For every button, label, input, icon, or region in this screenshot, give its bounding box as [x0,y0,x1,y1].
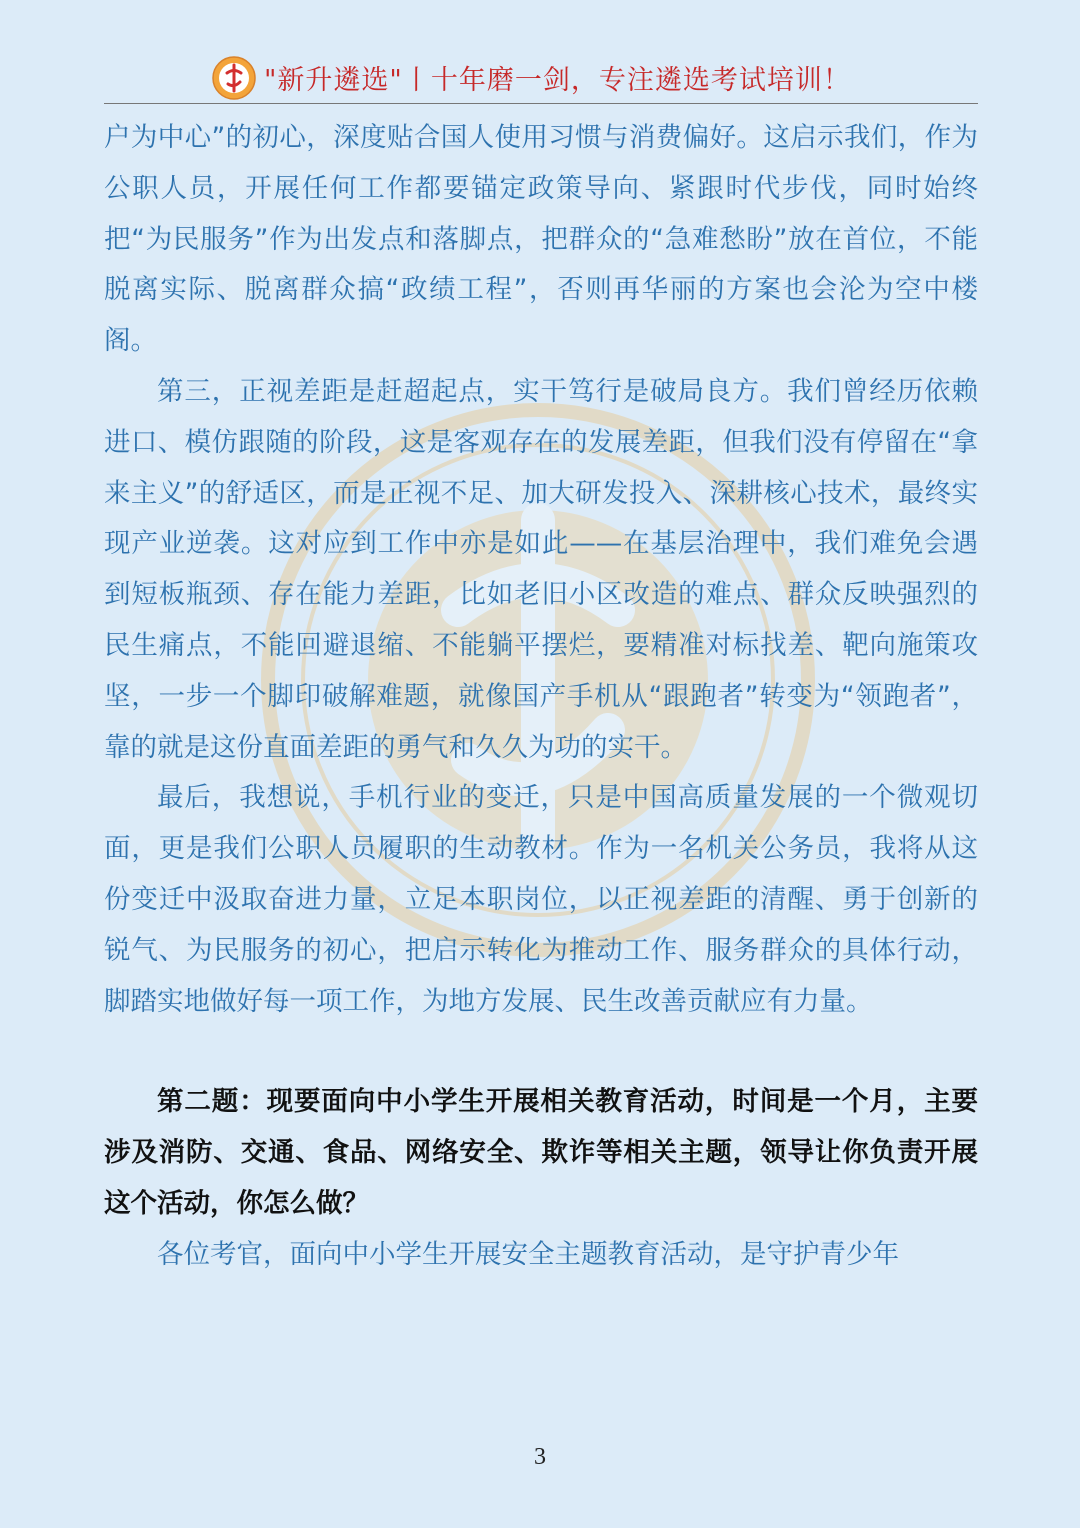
paragraph-continued: 户为中心”的初心，深度贴合国人使用习惯与消费偏好。这启示我们，作为公职人员，开展任何工作都要锚定政策导向、紧跟时代步伐，同时始终把“为民服务”作为出发点和落脚点，把群众的“急难愁盼”放在首位，不能脱离实际、脱离群众搞“政绩工程”，否则再华丽的方案也会沦为空中楼阁。 [104,122,978,357]
question-heading: 第二题：现要面向中小学生开展相关教育活动，时间是一个月，主要涉及消防、交通、食品、网络安全、欺诈等相关主题，领导让你负责开展这个活动，你怎么做？ [104,1086,978,1219]
page-header [104,52,978,104]
header-divider [104,103,978,104]
page-number: 3 [534,1444,546,1470]
xinsheng-logo-icon [212,56,256,100]
header-slogan: "新升遴选"丨十年磨一剑，专注遴选考试培训！ [264,65,851,96]
paragraph-conclusion: 最后，我想说，手机行业的变迁，只是中国高质量发展的一个微观切面，更是我们公职人员履职的生动教材。作为一名机关公务员，我将从这份变迁中汲取奋进力量，立足本职岗位，以正视差距的清醒、勇于创新的锐气、为民服务的初心，把启示转化为推动工作、服务群众的具体行动，脚踏实地做好每一项工作，为地方发展、民生改善贡献应有力量。 [104,782,978,1017]
paragraph-third-point: 第三，正视差距是赶超起点，实干笃行是破局良方。我们曾经历依赖进口、模仿跟随的阶段，这是客观存在的发展差距，但我们没有停留在“拿来主义”的舒适区，而是正视不足、加大研发投入、深耕核心技术，最终实现产业逆袭。这对应到工作中亦是如此——在基层治理中，我们难免会遇到短板瓶颈、存在能力差距，比如老旧小区改造的难点、群众反映强烈的民生痛点，不能回避退缩、不能躺平摆烂，要精准对标找差、靶向施策攻坚，一步一个脚印破解难题，就像国产手机从“跟跑者”转变为“领跑者”，靠的就是这份直面差距的勇气和久久为功的实干。 [104,375,978,763]
answer-opening: 各位考官，面向中小学生开展安全主题教育活动，是守护青少年 [157,1238,899,1270]
document-body [104,113,978,1281]
